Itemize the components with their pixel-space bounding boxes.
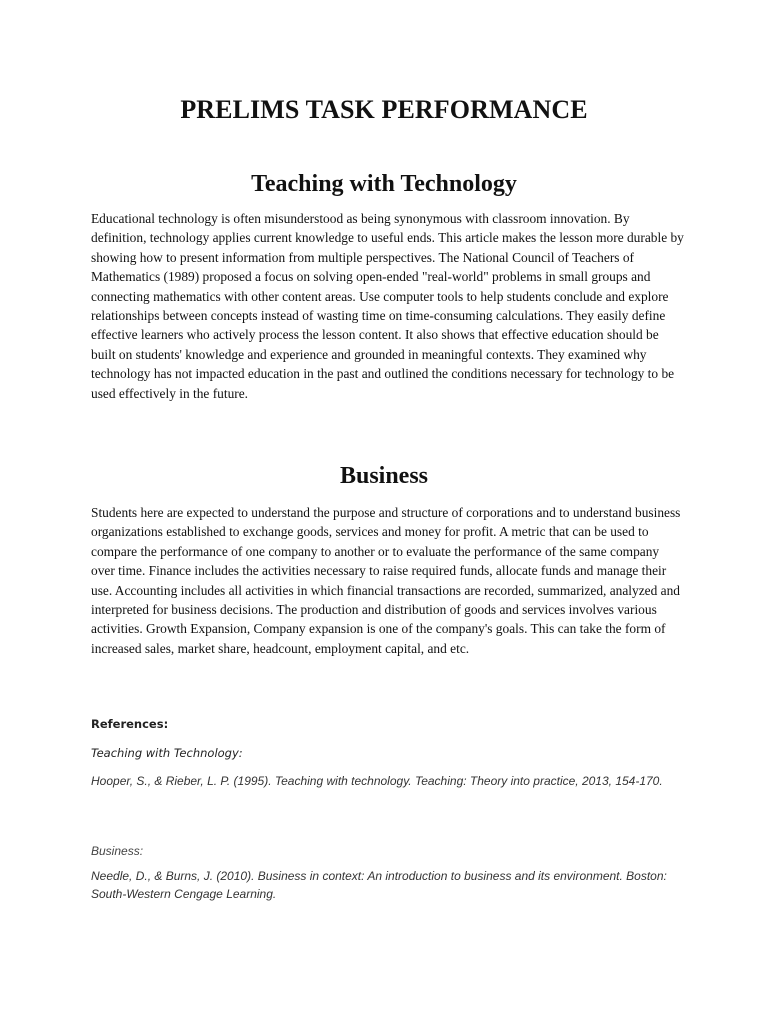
section-body-business: Students here are expected to understand the purpose and structure of corporations and to understand business organizations established to exchange goods, services and money for profit. A metric that can be used to compare the performance of one company to another or to evaluate the performance of the same company over time. Finance includes the activities necessary to raise required funds, allocate funds and manage their use. Accounting includes all activities in which financial transactions are recorded, summarized, analyzed and interpreted for business decisions. The production and distribution of goods and services involves various activities. Growth Expansion, Company expansion is one of the company's goals. This can take the form of increased sales, market share, headcount, employment capital, and etc. <box>91 505 681 656</box>
section-heading-business: Business <box>339 463 429 489</box>
reference-group-label-teaching: Teaching with Technology: <box>91 746 243 760</box>
reference-citation-business: Needle, D., & Burns, J. (2010). Business in context: An introduction to business and its environment. Boston: South-Western Cengage Learning. <box>91 869 667 901</box>
references-heading: References: <box>91 717 169 731</box>
reference-group-label-business: Business: <box>91 844 144 858</box>
reference-citation-teaching: Hooper, S., & Rieber, L. P. (1995). Teaching with technology. Teaching: Theory into practice, 2013, 154-170. <box>91 774 663 788</box>
section-body-teaching-with-technology: Educational technology is often misunderstood as being synonymous with classroom innovation. By definition, technology applies current knowledge to useful ends. This article makes the lesson more durable by showing how to present information from multiple perspectives. The National Council of Teachers of Mathematics (1989) proposed a focus on solving open-ended "real-world" problems in small groups and connecting mathematics with other content areas. Use computer tools to help students conclude and explore relationships between concepts instead of wasting time on time-consuming calculations. They easily define effective learners who actively process the lesson content. It also shows that effective education should be built on students' knowledge and experience and grounded in meaningful contexts. They examined why technology has not impacted education in the past and outlined the conditions necessary for technology to be used effectively in the future. <box>91 211 684 401</box>
document-title: PRELIMS TASK PERFORMANCE <box>180 95 588 124</box>
section-heading-teaching-with-technology: Teaching with Technology <box>251 171 517 197</box>
